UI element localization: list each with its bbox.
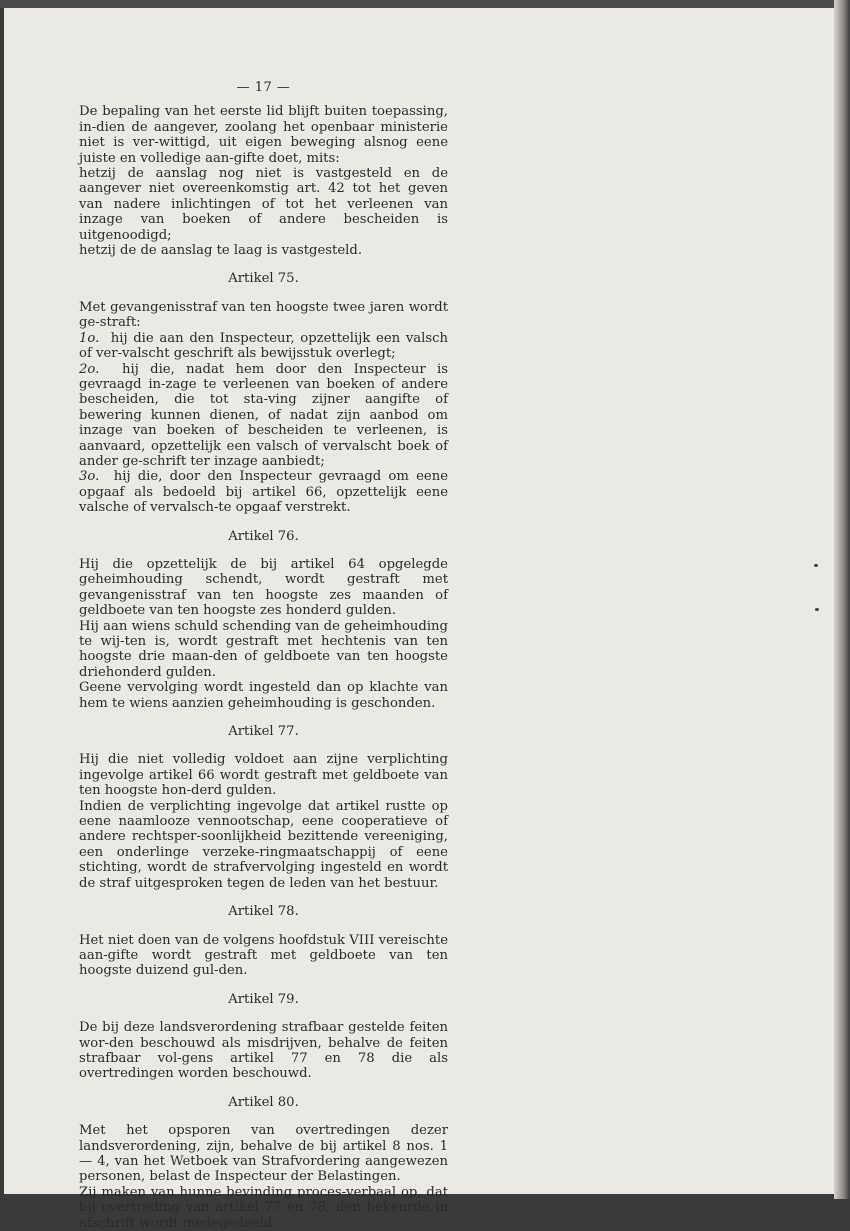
paragraph: Met het opsporen van overtredingen dezer landsverordening, zijn, behalve de bij artikel 8 nos. 1 — 4, van het Wetboek van Strafvordering aangewezen personen, belast de Inspecteur der Belastingen. xyxy=(79,1123,448,1185)
item-text: hij die, nadat hem door den Inspecteur is gevraagd in-zage te verleenen van boeken of andere bescheiden, die tot sta-ving zijner aangifte of bewering kunnen dienen, of nadat zijn aanbod om inzage van boeken of bescheiden te verleenen, is aanvaard, opzettelijk een valsch of vervalscht boek of ander ge-schrift ter inzage aanbiedt; xyxy=(79,361,448,469)
paragraph: Het niet doen van de volgens hoofdstuk VIII vereischte aan-gifte wordt gestraft met geldboete van ten hoogste duizend gul-den. xyxy=(79,932,448,979)
paragraph: Indien de verplichting ingevolge dat artikel rustte op eene naamlooze vennootschap, eene cooperatieve of andere rechtsper-soonlijkheid bezittende vereeniging, een onderlinge verzeke-ringmaatschappij of eene stichting, wordt de strafvervolging ingesteld en wordt de straf uitgesproken tegen de leden van het bestuur. xyxy=(79,798,448,891)
margin-speck xyxy=(814,564,818,567)
article-heading: Artikel 76. xyxy=(228,528,299,544)
paragraph: hetzij de aanslag nog niet is vastgesteld en de aangever niet overeenkomstig art. 42 tot het geven van nadere inlichtingen of tot het verleenen van inzage van boeken of andere bescheiden is uitgenoodigd; xyxy=(79,166,448,243)
article-content xyxy=(79,104,448,1231)
document-page xyxy=(4,8,834,1231)
paragraph: Geene vervolging wordt ingesteld dan op klachte van hem te wiens aanzien geheimhouding is geschonden. xyxy=(79,680,448,711)
numbered-item xyxy=(79,362,448,470)
paragraph: hetzij de de aanslag te laag is vastgesteld. xyxy=(79,243,363,259)
paragraph: Zij maken van hunne bevinding proces-verbaal op, dat bij overtreding van artikel 77 en 78, den bekeurde in afschrift wordt medegedeeld. xyxy=(79,1184,448,1231)
article-heading: Artikel 77. xyxy=(228,724,299,740)
page-number: — 17 — xyxy=(236,80,291,95)
text-column xyxy=(79,80,448,1231)
numbered-item xyxy=(79,331,448,362)
article-heading: Artikel 75. xyxy=(228,271,299,287)
paragraph: De bepaling van het eerste lid blijft buiten toepassing, in-dien de aangever, zoolang het openbaar ministerie niet is ver-wittigd, uit eigen beweging alsnog eene juiste en volledige aan-gifte doet, mits: xyxy=(79,104,448,166)
item-number: 2o. xyxy=(79,361,100,377)
paragraph: Hij aan wiens schuld schending van de geheimhouding te wij-ten is, wordt gestraft met hechtenis van ten hoogste drie maan-den of geldboete van ten hoogste driehonderd gulden. xyxy=(79,618,448,680)
article-heading: Artikel 79. xyxy=(228,991,299,1007)
paragraph: Hij die opzettelijk de bij artikel 64 opgelegde geheimhouding schendt, wordt gestraft met gevangenisstraf van ten hoogste zes maanden of geldboete van ten hoogste zes honderd gulden. xyxy=(79,556,448,619)
article-heading: Artikel 80. xyxy=(228,1094,299,1110)
scan-top-border xyxy=(0,0,850,8)
item-text: hij die aan den Inspecteur, opzettelijk een valsch of ver-valscht geschrift als bewijsstuk overlegt; xyxy=(79,330,449,362)
article-heading: Artikel 78. xyxy=(228,904,299,920)
item-text: hij die, door den Inspecteur gevraagd om eene opgaaf als bedoeld bij artikel 66, opzettelijk eene valsche of vervalsch-te opgaaf verstrekt. xyxy=(79,469,448,516)
margin-speck xyxy=(815,608,819,611)
item-number: 1o. xyxy=(79,330,100,346)
item-number: 3o. xyxy=(79,469,100,485)
paragraph: Hij die niet volledig voldoet aan zijne verplichting ingevolge artikel 66 wordt gestraft met geldboete van ten hoogste hon-derd gulden. xyxy=(79,752,448,799)
scan-right-edge xyxy=(834,0,850,1199)
paragraph: Met gevangenisstraf van ten hoogste twee jaren wordt ge-straft: xyxy=(79,299,448,331)
numbered-item xyxy=(79,469,448,515)
paragraph: De bij deze landsverordening strafbaar gestelde feiten wor-den beschouwd als misdrijven, behalve de feiten strafbaar vol-gens artikel 77 en 78 die als overtredingen worden beschouwd. xyxy=(79,1020,448,1082)
